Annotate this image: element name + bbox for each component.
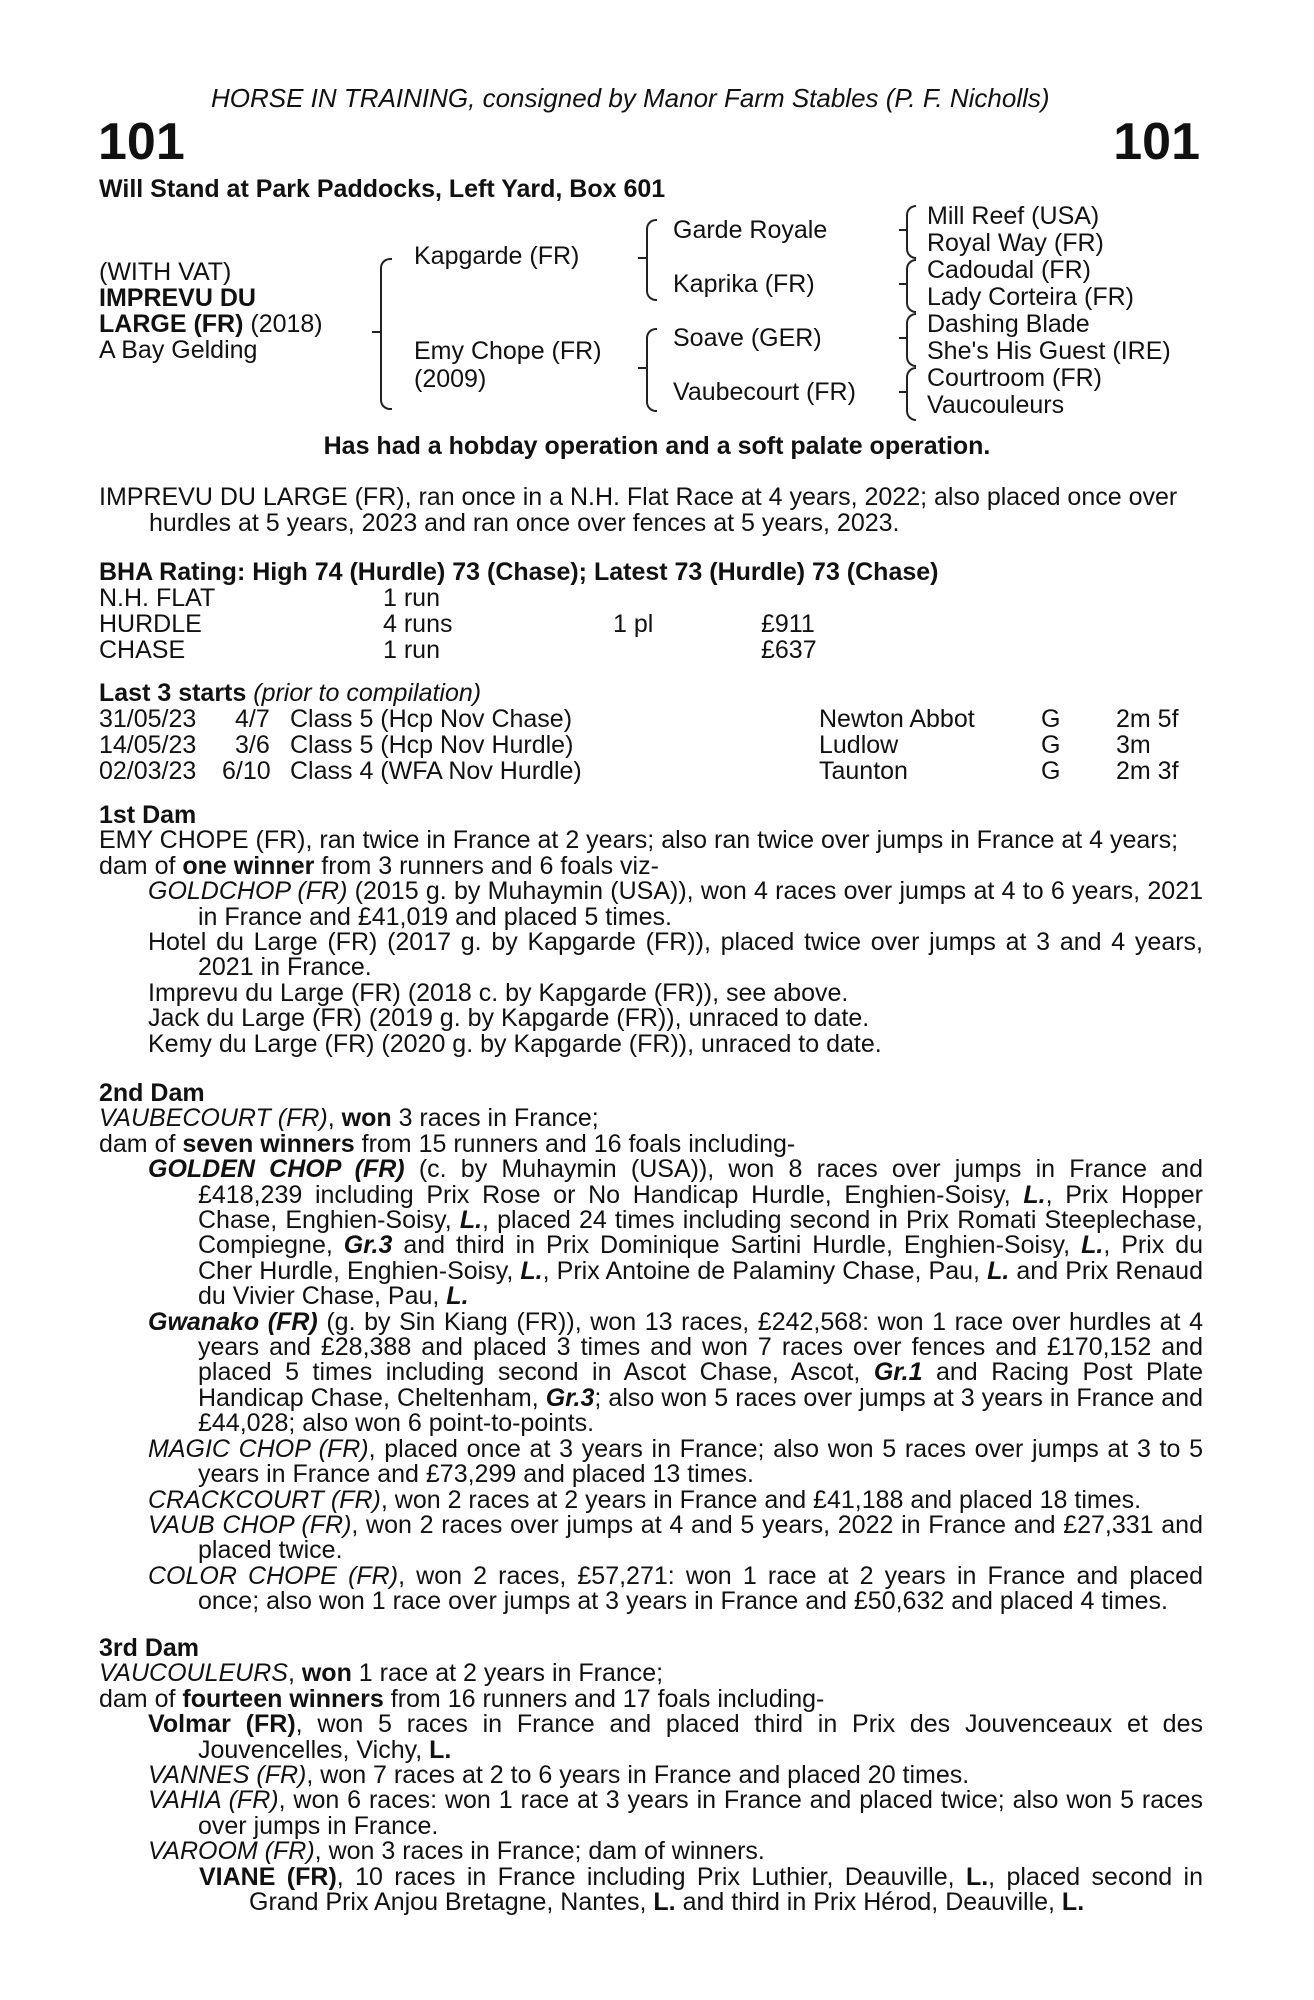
produce-name: MAGIC CHOP (FR) — [148, 1434, 369, 1463]
produce-text: , Prix Antoine de Palaminy Chase, Pau, — [542, 1256, 988, 1285]
listed-tag: L. — [1023, 1180, 1046, 1209]
produce-entry — [99, 1862, 1204, 1917]
stable-location: Will Stand at Park Paddocks, Left Yard, Box 601 — [99, 175, 666, 203]
start-going: G — [1041, 757, 1061, 785]
produce-text: , won 3 races in France; dam of winners. — [314, 1837, 765, 1866]
produce-name: COLOR CHOPE (FR) — [148, 1561, 399, 1590]
pedigree-bracket-2-point — [638, 257, 646, 259]
produce-text: , 10 races in France including Prix Luthier, Deauville, — [336, 1862, 966, 1891]
produce-entry — [99, 1157, 1203, 1309]
listed-tag: L. — [520, 1256, 543, 1285]
winners-count: fourteen winners — [182, 1684, 384, 1713]
start-race: Class 4 (WFA Nov Hurdle) — [290, 757, 582, 785]
start-going: G — [1041, 731, 1061, 759]
produce-name: VAHIA (FR) — [148, 1786, 279, 1815]
rating-amount: £637 — [761, 636, 817, 664]
start-distance: 3m — [1116, 731, 1151, 759]
pedigree-bracket-1-point — [372, 331, 380, 333]
won-text: 1 race at 2 years in France; — [351, 1659, 664, 1688]
produce-name: GOLDEN CHOP (FR) — [148, 1155, 405, 1184]
produce-entry — [99, 1839, 1203, 1864]
pedigree-bracket-4 — [906, 205, 916, 259]
start-course: Taunton — [819, 757, 908, 785]
produce-text: (2015 g. by Muhaymin (USA)), won 4 races over jumps at 4 to 6 years, 2021 in France and £41,019 and placed 5 times. — [198, 877, 1204, 931]
pedigree-bracket-7 — [906, 367, 916, 421]
produce-text: , placed once at 3 years in France; also won 5 races over jumps at 3 to 5 years in France and £73,299 and placed 13 times. — [198, 1434, 1203, 1489]
start-date: 02/03/23 — [99, 757, 197, 785]
pedigree-dam-dam: Vaubecourt (FR) — [673, 378, 856, 406]
produce-entry — [99, 1485, 1203, 1514]
second-dam-title: 2nd Dam — [99, 1079, 205, 1107]
dam-of-text: dam of — [99, 1129, 183, 1158]
pedigree-dss: Dashing Blade — [927, 310, 1090, 338]
runners-foals-text: from 16 runners and 17 foals including- — [383, 1684, 825, 1713]
last-starts-title: Last 3 starts — [99, 679, 247, 707]
produce-name: Gwanako (FR) — [148, 1307, 318, 1336]
rating-runs: 4 runs — [383, 610, 453, 638]
produce-entry — [99, 1788, 1203, 1839]
listed-tag: L. — [446, 1282, 469, 1311]
produce-text: , won 2 races, £57,271: won 1 race at 2 years in France and placed once; also won 1 race over jumps at 3 years in France and £50,632 and placed 4 times. — [198, 1561, 1203, 1616]
horse-name-part: LARGE (FR) — [99, 310, 244, 338]
pedigree-bracket-6 — [906, 313, 916, 367]
third-dam-section — [99, 1636, 1203, 1915]
produce-name: VAROOM (FR) — [148, 1837, 315, 1866]
produce-text: ; also won 5 races over jumps at 3 years in France and £44,028; also won 6 point-to-points. — [198, 1383, 1203, 1438]
listed-tag: L. — [459, 1206, 483, 1235]
pedigree-bracket-3 — [646, 328, 657, 412]
produce-entry — [99, 1763, 1203, 1788]
produce-text: (c. by Muhaymin (USA)), won 8 races over jumps in France and £418,239 including Prix Rose or No Handicap Hurdle, Enghien-Soisy, — [198, 1155, 1203, 1209]
pedigree-dam-year: (2009) — [414, 365, 487, 393]
produce-entry — [99, 879, 1203, 930]
produce-entry: Kemy du Large (FR) (2020 g. by Kapgarde (FR)), unraced to date. — [148, 1029, 882, 1058]
first-dam-intro: EMY CHOPE (FR), ran twice in France at 2 years; also ran twice over jumps in France at 4 years; — [99, 826, 1179, 855]
listed-tag: L. — [1061, 1888, 1085, 1917]
pedigree-sdd: Lady Corteira (FR) — [927, 283, 1134, 311]
produce-text: and third in Prix Dominique Sartini Hurdle, Enghien-Soisy, — [392, 1231, 1082, 1260]
produce-entry — [99, 1434, 1203, 1489]
produce-text: , placed 24 times including second in Prix Romati Steeplechase, Compiegne, — [198, 1206, 1203, 1260]
pedigree-sire-sire: Garde Royale — [673, 216, 828, 244]
rating-type: N.H. FLAT — [99, 584, 216, 612]
dam-of-text: dam of — [99, 1684, 183, 1713]
rating-type: HURDLE — [99, 610, 202, 638]
produce-entry: Jack du Large (FR) (2019 g. by Kapgarde (FR)), unraced to date. — [148, 1004, 870, 1033]
pedigree-bracket-5-point — [899, 283, 907, 285]
start-distance: 2m 3f — [1116, 757, 1179, 785]
first-dam-title: 1st Dam — [99, 801, 197, 829]
produce-name: VIANE (FR) — [199, 1862, 337, 1891]
start-course: Ludlow — [819, 731, 899, 759]
pedigree-dsd: She's His Guest (IRE) — [927, 337, 1171, 365]
start-race: Class 5 (Hcp Nov Chase) — [290, 705, 573, 733]
pedigree-bracket-2 — [646, 219, 657, 301]
produce-text: , won 7 races at 2 to 6 years in France and placed 20 times. — [306, 1761, 970, 1790]
start-going: G — [1041, 705, 1061, 733]
won-text: 3 races in France; — [391, 1104, 599, 1133]
start-date: 31/05/23 — [99, 705, 197, 733]
start-position: 4/7 — [235, 705, 270, 733]
produce-text: , Prix du Cher Hurdle, Enghien-Soisy, — [198, 1231, 1204, 1285]
horse-name-line1: IMPREVU DU — [99, 284, 256, 312]
pedigree-dam: Emy Chope (FR) — [414, 337, 602, 365]
produce-entry: Hotel du Large (FR) (2017 g. by Kapgarde (FR)), placed twice over jumps at 3 and 4 years, 2021 in France. — [148, 928, 1203, 982]
first-dam-produce-summary — [99, 851, 1203, 880]
bha-rating: BHA Rating: High 74 (Hurdle) 73 (Chase); Latest 73 (Hurdle) 73 (Chase) — [99, 558, 939, 586]
pedigree-bracket-3-point — [638, 367, 646, 369]
horse-description: A Bay Gelding — [99, 336, 258, 364]
horse-year: (2018) — [243, 310, 323, 338]
start-race: Class 5 (Hcp Nov Hurdle) — [290, 731, 574, 759]
produce-text: , won 2 races at 2 years in France and £41,188 and placed 18 times. — [380, 1485, 1142, 1514]
pedigree-sds: Cadoudal (FR) — [927, 256, 1091, 284]
pedigree-bracket-4-point — [899, 229, 907, 231]
produce-text: , placed second in Grand Prix Anjou Bretagne, Nantes, — [249, 1862, 1204, 1917]
start-position: 3/6 — [235, 731, 270, 759]
rating-placed: 1 pl — [613, 610, 654, 638]
produce-entry — [99, 1561, 1203, 1616]
produce-entry — [99, 1510, 1203, 1565]
group-tag: Gr.3 — [545, 1383, 595, 1412]
last-starts-heading — [99, 681, 481, 706]
produce-text: and third in Prix Hérod, Deauville, — [675, 1888, 1062, 1917]
second-dam-intro: VAUBECOURT (FR), won 3 races in France; — [99, 1104, 599, 1133]
produce-text: and Racing Post Plate Handicap Chase, Cheltenham, — [198, 1358, 1203, 1412]
pedigree-bracket-7-point — [899, 391, 907, 393]
second-dam-section — [99, 1081, 1203, 1615]
won-label: won — [341, 1104, 392, 1133]
pedigree-ssd: Royal Way (FR) — [927, 229, 1104, 257]
won-label: won — [301, 1659, 352, 1688]
runners-foals-text: from 3 runners and 6 foals viz- — [314, 851, 659, 880]
listed-tag: L. — [653, 1888, 676, 1917]
catalogue-header: HORSE IN TRAINING, consigned by Manor Farm Stables (P. F. Nicholls) — [211, 83, 1050, 113]
produce-text: and Prix Renaud du Vivier Chase, Pau, — [198, 1256, 1203, 1311]
start-position: 6/10 — [222, 757, 271, 785]
third-dam-title: 3rd Dam — [99, 1634, 200, 1662]
last-starts-subtitle: (prior to compilation) — [246, 679, 482, 707]
first-dam-section — [99, 803, 1203, 1057]
summary-line2: hurdles at 5 years, 2023 and ran once over fences at 5 years, 2023. — [149, 509, 900, 537]
rating-runs: 1 run — [383, 584, 440, 612]
third-dam-produce-summary — [99, 1684, 1203, 1713]
pedigree-dds: Courtroom (FR) — [927, 364, 1103, 392]
produce-name: Volmar (FR) — [148, 1710, 296, 1739]
pedigree-sss: Mill Reef (USA) — [927, 202, 1100, 230]
pedigree-dam-sire: Soave (GER) — [673, 324, 822, 352]
horse-name-line2 — [99, 312, 323, 337]
pedigree-sire: Kapgarde (FR) — [414, 242, 580, 270]
start-distance: 2m 5f — [1116, 705, 1179, 733]
listed-tag: L. — [965, 1862, 989, 1891]
listed-tag: L. — [429, 1735, 452, 1764]
rating-runs: 1 run — [383, 636, 440, 664]
group-tag: Gr.1 — [873, 1358, 923, 1387]
dam-name: VAUBECOURT (FR) — [99, 1104, 328, 1133]
dam-of-text: dam of — [99, 851, 183, 880]
second-dam-produce-summary — [99, 1129, 1203, 1158]
produce-text: , Prix Hopper Chase, Enghien-Soisy, — [198, 1180, 1203, 1235]
produce-text: , won 6 races: won 1 race at 3 years in France and placed twice; also won 5 races over jumps in France. — [198, 1786, 1203, 1840]
produce-text: , won 2 races over jumps at 4 and 5 years, 2022 in France and £27,331 and placed twice. — [198, 1510, 1203, 1565]
pedigree-bracket-1 — [380, 258, 392, 410]
start-date: 14/05/23 — [99, 731, 197, 759]
pedigree-sire-dam: Kaprika (FR) — [673, 270, 815, 298]
winners-count: seven winners — [182, 1129, 355, 1158]
pedigree-ddd: Vaucouleurs — [927, 391, 1065, 419]
vat-status: (WITH VAT) — [99, 258, 232, 286]
lot-number-left: 101 — [98, 113, 185, 171]
produce-name: VAUB CHOP (FR) — [148, 1510, 352, 1539]
listed-tag: L. — [987, 1256, 1010, 1285]
produce-name: VANNES (FR) — [148, 1761, 307, 1790]
produce-name: GOLDCHOP (FR) — [148, 877, 348, 906]
dam-name: VAUCOULEURS — [99, 1659, 288, 1688]
produce-entry — [99, 1712, 1203, 1763]
pedigree-bracket-6-point — [899, 337, 907, 339]
rating-type: CHASE — [99, 636, 186, 664]
produce-text: , won 5 races in France and placed third in Prix des Jouvenceaux et des Jouvencelles, Vichy, — [198, 1710, 1203, 1764]
summary-line1: IMPREVU DU LARGE (FR), ran once in a N.H. Flat Race at 4 years, 2022; also placed once over — [99, 483, 1178, 511]
runners-foals-text: from 15 runners and 16 foals including- — [354, 1129, 796, 1158]
rating-amount: £911 — [761, 610, 815, 638]
listed-tag: L. — [1081, 1231, 1104, 1260]
produce-name: CRACKCOURT (FR) — [148, 1485, 381, 1514]
winners-count: one winner — [182, 851, 315, 880]
group-tag: Gr.3 — [343, 1231, 393, 1260]
produce-text: (g. by Sin Kiang (FR)), won 13 races, £242,568: won 1 race over hurdles at 4 years and £28,388 and placed 3 times and won 7 races over fences and £170,152 and placed 5 times including second in Ascot Chase, Ascot, — [198, 1307, 1203, 1387]
third-dam-intro: VAUCOULEURS, won 1 race at 2 years in France; — [99, 1659, 664, 1688]
pedigree-bracket-5 — [906, 259, 916, 313]
produce-entry: Imprevu du Large (FR) (2018 c. by Kapgarde (FR)), see above. — [148, 978, 849, 1007]
lot-number-right: 101 — [1113, 113, 1200, 171]
start-course: Newton Abbot — [819, 705, 975, 733]
produce-entry — [99, 1307, 1203, 1438]
operation-note: Has had a hobday operation and a soft palate operation. — [323, 432, 991, 460]
